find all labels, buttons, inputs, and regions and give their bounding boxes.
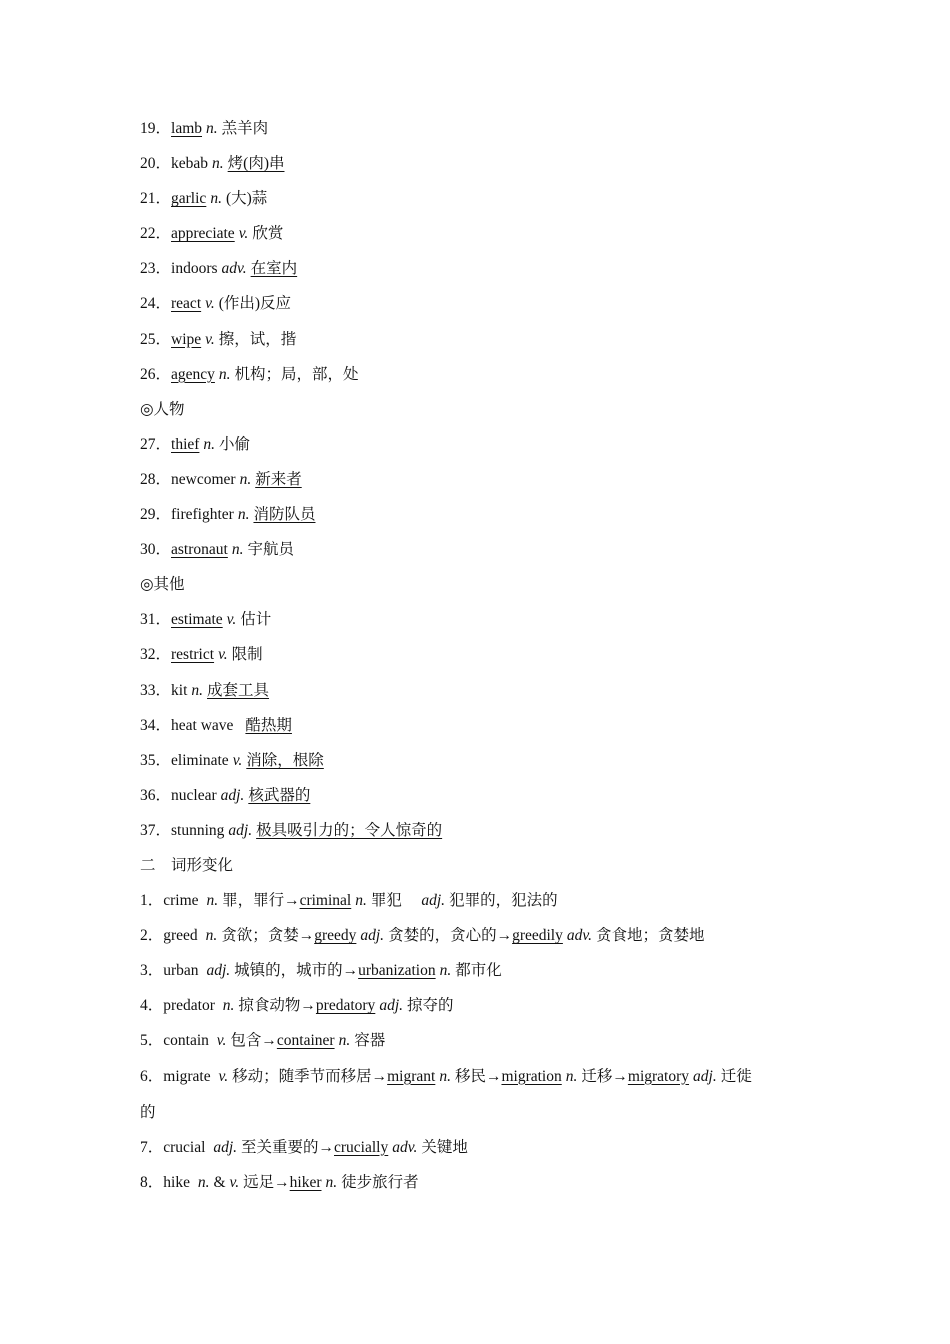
part-of-speech: adv. [392, 1138, 418, 1156]
meaning: 在室内 [250, 260, 298, 278]
derived-word: container [276, 1032, 335, 1050]
vocab-entry [140, 540, 830, 560]
part-of-speech: n. [355, 892, 367, 910]
headword: newcomer [171, 470, 236, 488]
base-word: urban [163, 962, 199, 980]
vocab-entry [140, 259, 830, 279]
vocab-entry [140, 224, 830, 244]
derived-word: criminal [299, 892, 352, 910]
meaning: (作出)反应 [218, 295, 292, 313]
part-of-speech: n. [237, 506, 250, 524]
derived-word: greedy [314, 927, 357, 945]
word-form-row-3 [140, 961, 830, 981]
headword: astronaut [171, 541, 228, 559]
meaning: 估计 [240, 611, 272, 629]
word-form-row-5 [140, 1031, 830, 1051]
arrow-icon: → [274, 1173, 290, 1191]
meaning-continuation: 的 [140, 1103, 156, 1121]
word-form-row-4 [140, 996, 830, 1016]
item-number: 29． [140, 506, 172, 524]
people-list [140, 435, 830, 560]
section-heading-people: ◎人物 [140, 400, 185, 418]
part-of-speech: v. [238, 225, 249, 243]
part-of-speech: n. [325, 1173, 338, 1191]
derived-word: migration [501, 1067, 562, 1085]
headword: agency [171, 365, 215, 383]
meaning: 限制 [231, 646, 263, 664]
item-number: 3． [140, 962, 164, 980]
part-of-speech: v. [218, 646, 228, 664]
part-of-speech: adv. [221, 260, 247, 278]
arrow-icon: → [485, 1067, 502, 1085]
meaning: 消防队员 [253, 506, 316, 524]
arrow-icon: → [300, 997, 316, 1015]
item-number: 22． [140, 225, 172, 243]
item-number: 1． [140, 892, 164, 910]
part-of-speech: adj. [360, 927, 385, 945]
part-of-speech: v. [205, 295, 215, 313]
meaning: 远足 [243, 1173, 275, 1191]
meaning: 至关重要的 [241, 1138, 319, 1156]
part-of-speech: adj. [228, 821, 253, 839]
base-word: predator [163, 997, 215, 1015]
part-of-speech: n. [206, 120, 218, 137]
part-of-speech: n. [338, 1032, 351, 1050]
meaning: 犯罪的，犯法的 [449, 892, 558, 910]
meaning: 罪犯 [370, 892, 402, 910]
base-word: crime [163, 892, 199, 910]
part-of-speech: n. [565, 1067, 578, 1085]
vocab-entry [140, 365, 830, 385]
item-number: 33． [140, 681, 172, 699]
meaning: 擦，试，揩 [218, 330, 297, 348]
part-of-speech: n. [206, 892, 219, 910]
vocab-entry [140, 189, 830, 209]
headword: react [171, 295, 202, 313]
item-number: 37． [140, 821, 172, 839]
item-number: 34． [140, 716, 172, 734]
meaning: 消除，根除 [246, 751, 324, 769]
vocab-entry [140, 751, 830, 771]
part-of-speech: n. [218, 365, 231, 383]
meaning: 新来者 [255, 470, 302, 488]
other-list [140, 610, 830, 841]
vocab-entry [140, 716, 830, 736]
part-of-speech: v. [226, 611, 237, 629]
derived-word: migrant [387, 1067, 436, 1085]
vocab-entry [140, 610, 830, 630]
meaning: 徒步旅行者 [341, 1173, 419, 1191]
item-number: 4． [140, 997, 164, 1015]
section-heading-word-forms: 二 词形变化 [140, 856, 234, 874]
vocab-entry [140, 154, 830, 174]
vocab-entry [140, 645, 830, 665]
meaning: 贪婪的，贪心的 [388, 927, 497, 945]
derived-word: crucially [334, 1138, 389, 1156]
vocab-entry [140, 330, 830, 350]
meaning: 贪欲；贪婪 [221, 927, 299, 945]
word-form-row-8 [140, 1173, 830, 1193]
arrow-icon: → [261, 1032, 277, 1050]
part-of-speech: n. [205, 927, 218, 945]
item-number: 20． [140, 155, 172, 173]
item-number: 19． [140, 120, 172, 137]
part-of-speech: n. [210, 190, 222, 208]
part-of-speech: v. [218, 1067, 229, 1085]
ampersand: & [213, 1173, 226, 1191]
headword: wipe [171, 330, 202, 348]
arrow-icon: → [342, 962, 359, 980]
part-of-speech: v. [229, 1173, 240, 1191]
vocab-entry [140, 681, 830, 701]
arrow-icon: → [284, 892, 300, 910]
part-of-speech: n. [212, 155, 224, 173]
headword: thief [171, 435, 200, 453]
word-form-row-1 [140, 891, 830, 911]
part-of-speech: n. [191, 681, 204, 699]
part-of-speech: n. [439, 1067, 451, 1085]
base-word: migrate [163, 1067, 211, 1085]
meaning: 机构；局，部，处 [234, 365, 359, 383]
item-number: 23． [140, 260, 172, 278]
vocab-list [140, 119, 830, 385]
vocab-entry [140, 294, 830, 314]
headword: appreciate [171, 225, 235, 243]
word-form-row-6 [140, 1067, 830, 1123]
part-of-speech: adj. [220, 786, 245, 804]
meaning: 罪，罪行 [222, 892, 285, 910]
meaning: 核武器的 [248, 786, 311, 804]
meaning: 极具吸引力的；令人惊奇的 [256, 821, 443, 839]
meaning: 欣赏 [252, 225, 284, 243]
item-number: 7． [140, 1138, 164, 1156]
derived-word: hiker [289, 1173, 322, 1191]
part-of-speech: adj. [213, 1138, 237, 1156]
item-number: 28． [140, 470, 172, 488]
item-number: 32． [140, 646, 172, 664]
meaning: 贪食地；贪婪地 [595, 927, 705, 945]
item-number: 30． [140, 541, 172, 559]
headword: nuclear [171, 786, 217, 804]
item-number: 2． [140, 927, 164, 945]
part-of-speech: n. [203, 435, 216, 453]
meaning: 掠夺的 [407, 997, 454, 1015]
item-number: 6． [140, 1067, 164, 1085]
meaning: (大)蒜 [225, 190, 268, 208]
meaning: 掠食动物 [238, 997, 301, 1015]
meaning: 容器 [354, 1032, 386, 1050]
word-form-row-2 [140, 926, 830, 946]
part-of-speech: adj. [379, 997, 403, 1015]
section-heading-other: ◎其他 [140, 576, 185, 594]
meaning: 都市化 [455, 962, 502, 980]
part-of-speech: v. [232, 751, 243, 769]
headword: firefighter [171, 506, 234, 524]
derived-word: greedily [512, 927, 563, 945]
part-of-speech: adj. [693, 1067, 717, 1085]
meaning: 小偷 [219, 435, 251, 453]
meaning: 关键地 [421, 1138, 468, 1156]
part-of-speech: n. [231, 541, 244, 559]
base-word: greed [163, 927, 198, 945]
meaning: 羔羊肉 [221, 120, 269, 137]
item-number: 8． [140, 1173, 164, 1191]
item-number: 24． [140, 295, 172, 313]
vocab-entry [140, 786, 830, 806]
vocab-entry [140, 435, 830, 455]
part-of-speech: n. [222, 997, 235, 1015]
headword: indoors [171, 260, 218, 278]
item-number: 5． [140, 1032, 164, 1050]
vocab-entry [140, 119, 830, 139]
part-of-speech: n. [197, 1173, 210, 1191]
meaning: 移民 [454, 1067, 486, 1085]
arrow-icon: → [496, 927, 513, 945]
headword: lamb [171, 120, 203, 137]
headword: kit [171, 681, 188, 699]
item-number: 35． [140, 751, 172, 769]
part-of-speech: n. [439, 962, 452, 980]
headword: kebab [171, 155, 209, 173]
meaning: 宇航员 [247, 541, 294, 559]
meaning: 酷热期 [245, 716, 292, 734]
part-of-speech: adj. [421, 892, 446, 910]
part-of-speech: adv. [566, 927, 592, 945]
base-word: contain [163, 1032, 209, 1050]
derived-word: migratory [627, 1067, 690, 1085]
vocab-entry [140, 505, 830, 525]
item-number: 36． [140, 786, 172, 804]
headword: garlic [171, 190, 207, 208]
derived-word: urbanization [358, 962, 436, 980]
headword: eliminate [171, 751, 229, 769]
part-of-speech: adj. [206, 962, 231, 980]
part-of-speech: n. [239, 470, 252, 488]
document-page [140, 119, 830, 1208]
arrow-icon: → [318, 1138, 335, 1156]
base-word: hike [163, 1173, 190, 1191]
headword: restrict [171, 646, 215, 664]
vocab-entry [140, 821, 830, 841]
meaning: 包含 [230, 1032, 262, 1050]
item-number: 31． [140, 611, 172, 629]
part-of-speech: v. [205, 330, 215, 348]
meaning: 成套工具 [207, 681, 270, 699]
derived-word: predatory [315, 997, 376, 1015]
headword: heat wave [171, 716, 234, 734]
headword: stunning [171, 821, 225, 839]
meaning: 城镇的，城市的 [234, 962, 343, 980]
headword: estimate [171, 611, 223, 629]
arrow-icon: → [612, 1067, 628, 1085]
base-word: crucial [163, 1138, 206, 1156]
item-number: 27． [140, 435, 172, 453]
meaning: 迁徙 [720, 1067, 752, 1085]
meaning: 移动；随季节而移居 [232, 1067, 372, 1085]
part-of-speech: v. [216, 1032, 227, 1050]
item-number: 26． [140, 365, 172, 383]
arrow-icon: → [371, 1067, 388, 1085]
meaning: 烤(肉)串 [227, 155, 285, 173]
item-number: 21． [140, 190, 172, 208]
item-number: 25． [140, 330, 172, 348]
word-form-row-7 [140, 1138, 830, 1158]
meaning: 迁移 [581, 1067, 613, 1085]
vocab-entry [140, 470, 830, 490]
arrow-icon: → [298, 927, 315, 945]
